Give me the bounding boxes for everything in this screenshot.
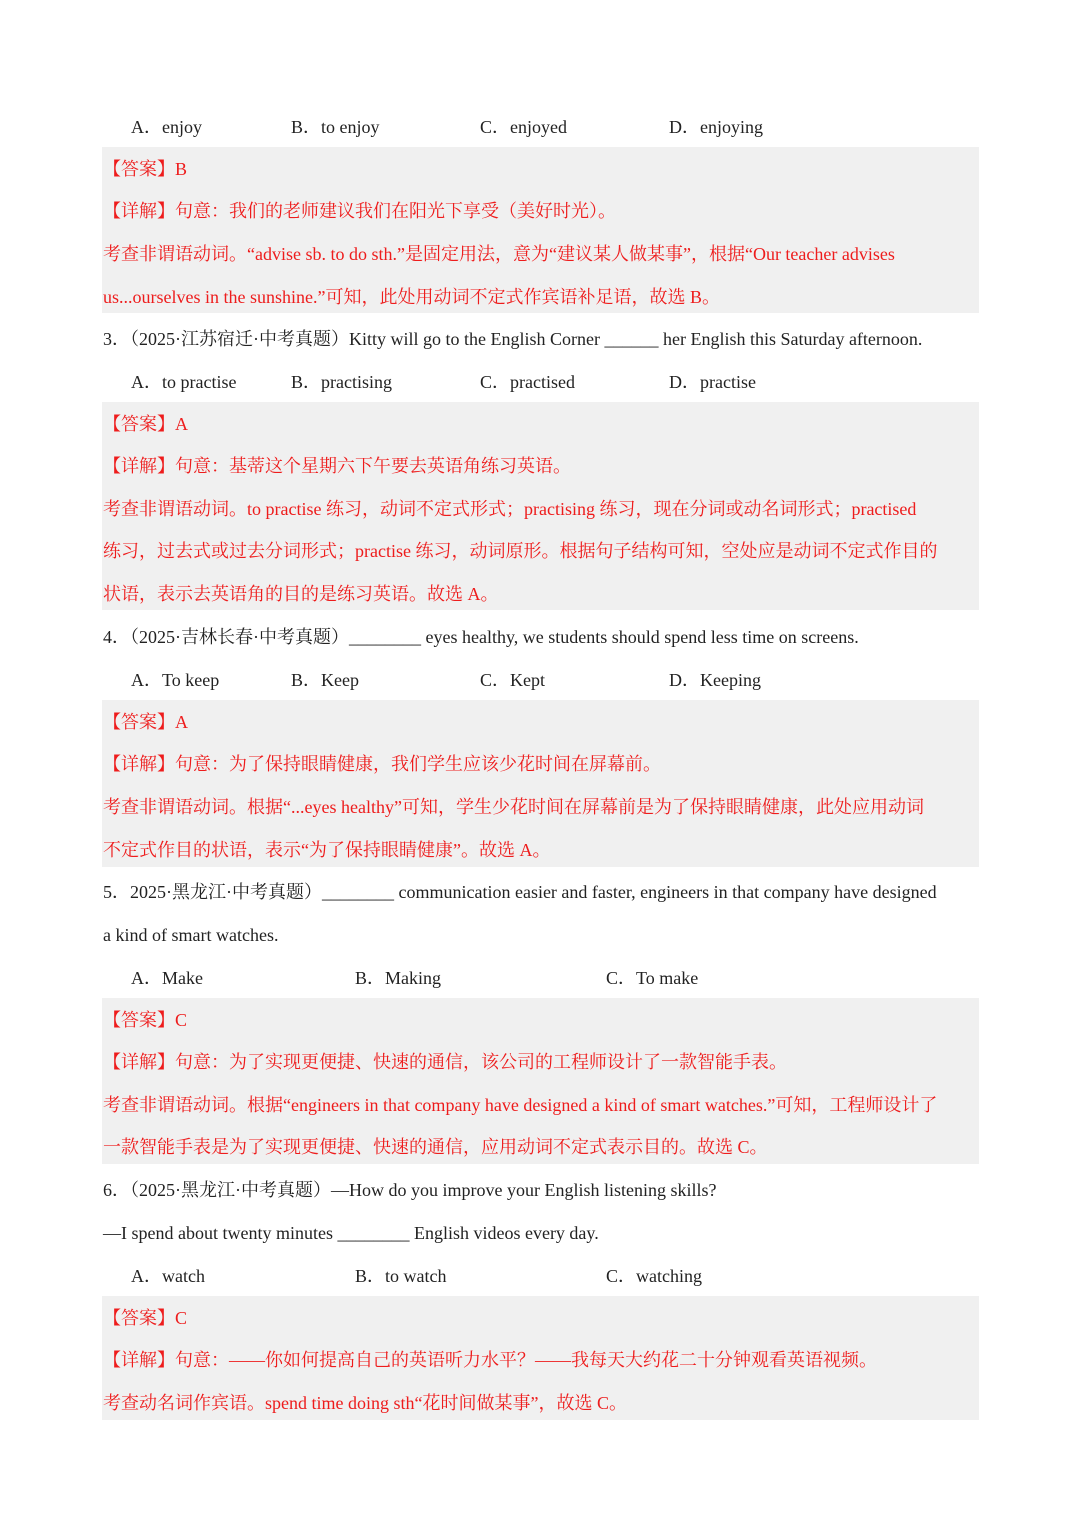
q4-option-b: B．Keep xyxy=(291,670,359,690)
q4-option-d: D．Keeping xyxy=(669,670,761,690)
q5-explanation-line: 考查非谓语动词。根据“engineers in that company have designed a kind of smart watches.”可知，工程师设计了 xyxy=(103,1095,938,1115)
q4-explanation-line: 考查非谓语动词。根据“...eyes healthy”可知，学生少花时间在屏幕前是为了保持眼睛健康，此处应用动词 xyxy=(103,797,924,817)
q3-option-c: C．practised xyxy=(480,372,575,392)
q5-answer: 【答案】C xyxy=(103,1010,188,1030)
q3-option-a: A．to practise xyxy=(131,372,237,392)
q4-explanation-line: 不定式作目的状语，表示“为了保持眼睛健康”。故选 A。 xyxy=(103,840,551,860)
q4-explanation-line: 【详解】句意：为了保持眼睛健康，我们学生应该少花时间在屏幕前。 xyxy=(103,754,661,774)
q3-option-d: D．practise xyxy=(669,372,756,392)
q3-explanation-line: 【详解】句意：基蒂这个星期六下午要去英语角练习英语。 xyxy=(103,456,571,476)
q2-option-a: A．enjoy xyxy=(131,117,202,137)
q2-option-d: D．enjoying xyxy=(669,117,763,137)
q3-stem: 3．（2025·江苏宿迁·中考真题）Kitty will go to the English Corner ______ her English this Saturday afternoon. xyxy=(103,329,923,349)
q2-explanation-line: 考查非谓语动词。“advise sb. to do sth.”是固定用法，意为“建议某人做某事”，根据“Our teacher advises xyxy=(103,244,895,264)
q6-explanation-line: 考查动名词作宾语。spend time doing sth“花时间做某事”，故选 C。 xyxy=(103,1393,627,1413)
q5-option-a: A．Make xyxy=(131,968,203,988)
q5-explanation-line: 【详解】句意：为了实现更便捷、快速的通信，该公司的工程师设计了一款智能手表。 xyxy=(103,1052,787,1072)
q6-option-c: C．watching xyxy=(606,1266,702,1286)
q4-option-a: A．To keep xyxy=(131,670,220,690)
q2-explanation-line: 【详解】句意：我们的老师建议我们在阳光下享受（美好时光）。 xyxy=(103,201,616,221)
q3-explanation-line: 考查非谓语动词。to practise 练习，动词不定式形式；practising 练习，现在分词或动名词形式；practised xyxy=(103,499,917,519)
q5-stem: 5．2025·黑龙江·中考真题）________ communication easier and faster, engineers in that company have designed xyxy=(103,882,937,902)
q5-stem-continued: a kind of smart watches. xyxy=(103,925,279,945)
q4-stem: 4．（2025·吉林长春·中考真题）________ eyes healthy, we students should spend less time on screens. xyxy=(103,627,859,647)
q5-explanation-line: 一款智能手表是为了实现更便捷、快速的通信，应用动词不定式表示目的。故选 C。 xyxy=(103,1137,768,1157)
q6-explanation-line: 【详解】句意：——你如何提高自己的英语听力水平？——我每天大约花二十分钟观看英语视频。 xyxy=(103,1350,877,1370)
q6-answer: 【答案】C xyxy=(103,1308,188,1328)
q3-answer: 【答案】A xyxy=(103,414,188,434)
q2-option-b: B．to enjoy xyxy=(291,117,380,137)
q2-option-c: C．enjoyed xyxy=(480,117,567,137)
q6-option-a: A．watch xyxy=(131,1266,205,1286)
q5-option-c: C．To make xyxy=(606,968,699,988)
q6-option-b: B．to watch xyxy=(355,1266,447,1286)
q2-explanation-line: us...ourselves in the sunshine.”可知，此处用动词不定式作宾语补足语，故选 B。 xyxy=(103,287,720,307)
q6-stem: 6．（2025·黑龙江·中考真题）—How do you improve your English listening skills? xyxy=(103,1180,717,1200)
q3-option-b: B．practising xyxy=(291,372,392,392)
q4-option-c: C．Kept xyxy=(480,670,545,690)
q4-answer: 【答案】A xyxy=(103,712,188,732)
q3-explanation-line: 状语，表示去英语角的目的是练习英语。故选 A。 xyxy=(103,584,499,604)
q2-answer: 【答案】B xyxy=(103,159,188,179)
q5-option-b: B．Making xyxy=(355,968,442,988)
q3-explanation-line: 练习，过去式或过去分词形式；practise 练习，动词原形。根据句子结构可知，空处应是动词不定式作目的 xyxy=(103,541,938,561)
q6-stem-continued: —I spend about twenty minutes ________ English videos every day. xyxy=(103,1223,599,1243)
